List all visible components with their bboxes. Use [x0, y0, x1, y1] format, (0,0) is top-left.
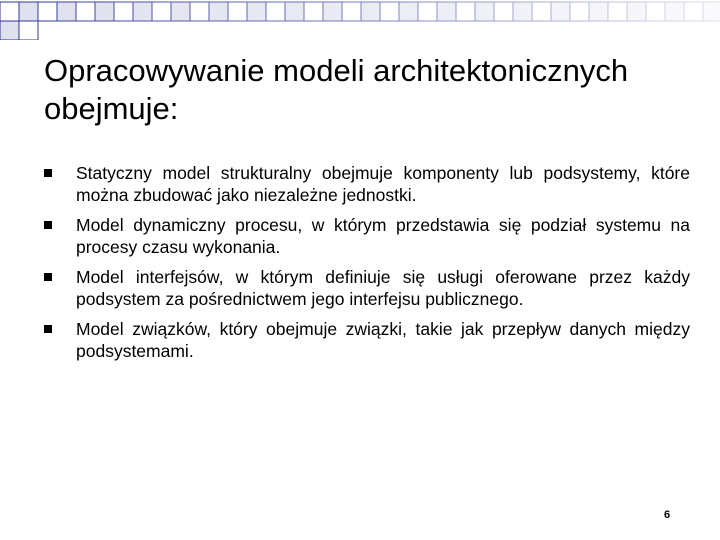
list-item: [42, 214, 690, 258]
square-bullet-icon: [44, 169, 52, 177]
list-item: [42, 266, 690, 310]
slide-title: Opracowywanie modeli architektonicznych obejmuje:: [44, 53, 629, 126]
bullet-text: Model dynamiczny procesu, w którym przedstawia się podział systemu na procesy czasu wykonania.: [76, 215, 690, 257]
square-bullet-icon: [44, 273, 52, 281]
bullet-text: Statyczny model strukturalny obejmuje komponenty lub podsystemy, które można zbudować jako niezależne jednostki.: [76, 163, 690, 205]
list-item: [42, 318, 690, 362]
square-bullet-icon: [44, 325, 52, 333]
page-number: 6: [664, 509, 671, 521]
square-bullet-icon: [44, 221, 52, 229]
list-item: [42, 162, 690, 206]
bullet-text: Model interfejsów, w którym definiuje się usługi oferowane przez każdy podsystem za pośrednictwem jego interfejsu publicznego.: [76, 267, 690, 309]
bullet-text: Model związków, który obejmuje związki, takie jak przepływ danych między podsystemami.: [76, 319, 690, 361]
bullet-list: [42, 162, 690, 370]
decorative-square-pattern: [0, 0, 720, 40]
